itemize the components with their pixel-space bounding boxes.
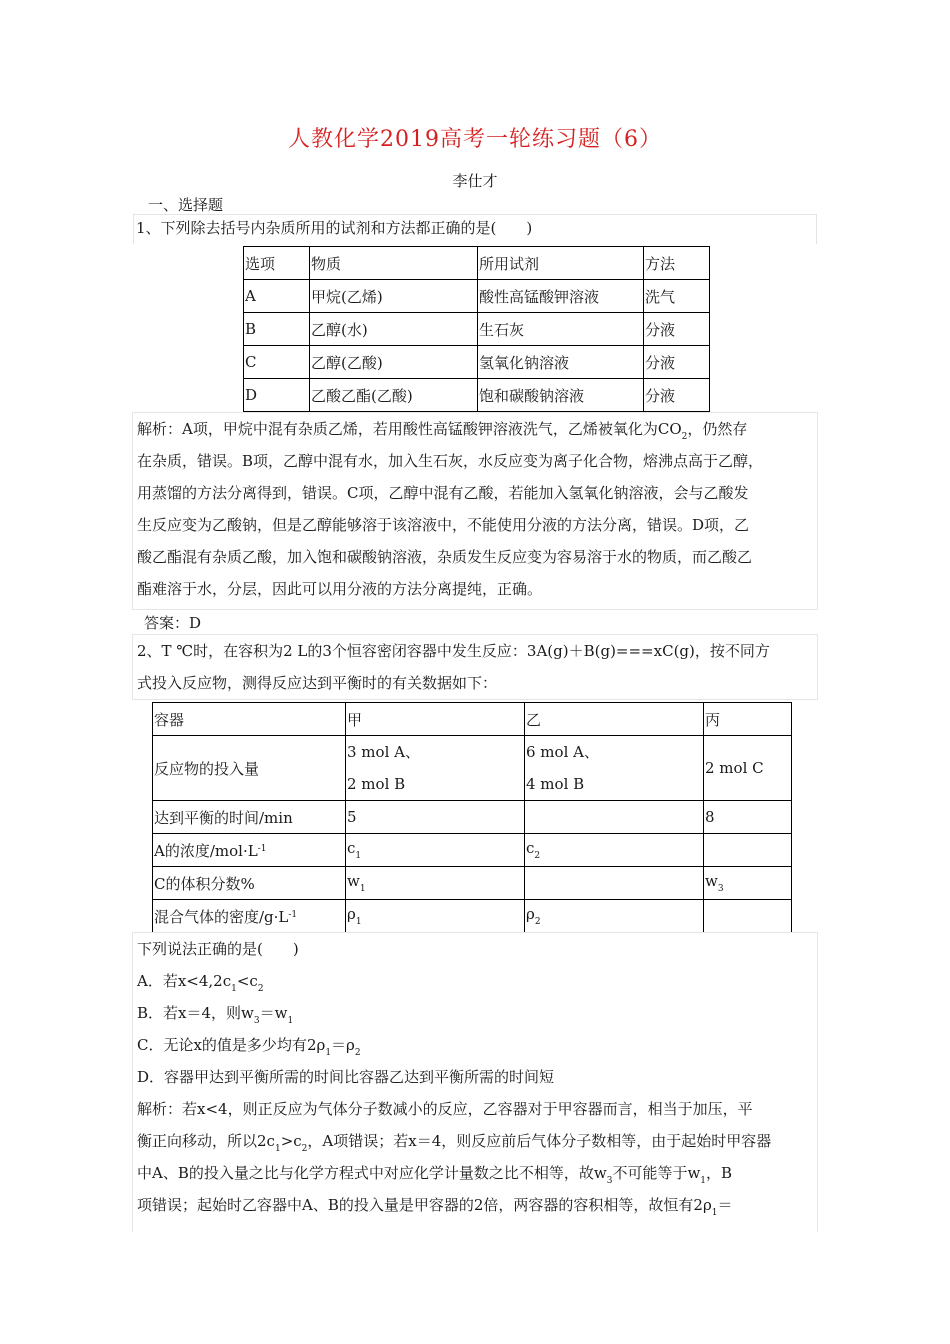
subscript: 2 xyxy=(534,851,541,861)
option-text: ＝ρ xyxy=(331,1036,355,1054)
table-cell: 甲 xyxy=(346,703,525,736)
superscript: -1 xyxy=(288,909,298,920)
table-row xyxy=(153,867,792,900)
table-cell xyxy=(525,900,704,933)
table-row xyxy=(244,280,710,313)
subscript: 2 xyxy=(681,432,688,442)
question-1-analysis xyxy=(132,412,818,610)
subscript: 1 xyxy=(700,1176,707,1186)
analysis-text: >c xyxy=(280,1132,302,1150)
subscript: 1 xyxy=(711,1208,718,1218)
table-header-row xyxy=(153,703,792,736)
subscript: 2 xyxy=(534,917,541,927)
section-heading: 一、选择题 xyxy=(148,196,224,214)
page-title: 人教化学2019高考一轮练习题（6） xyxy=(288,127,662,152)
subscript: 1 xyxy=(355,917,362,927)
table-cell: 洗气 xyxy=(644,280,710,313)
table-cell: 生石灰 xyxy=(478,313,644,346)
table-row xyxy=(244,379,710,412)
analysis-line: 解析：若x<4，则正反应为气体分子数减小的反应，乙容器对于甲容器而言，相当于加压，平 xyxy=(137,1100,753,1118)
question-2-table xyxy=(152,702,792,933)
stem-line: 2、T ℃时，在容积为2 L的3个恒容密闭容器中发生反应：3A(g)＋B(g)===xC(g)，按不同方 xyxy=(137,642,770,660)
subscript: 3 xyxy=(717,884,724,894)
analysis-line: 用蒸馏的方法分离得到，错误。C项，乙醇中混有乙酸，若能加入氢氧化钠溶液，会与乙酸发 xyxy=(137,484,749,502)
table-cell xyxy=(525,867,704,900)
table-cell: 物质 xyxy=(310,247,478,280)
superscript: -1 xyxy=(257,843,267,854)
table-cell xyxy=(704,867,792,900)
table-cell: 8 xyxy=(704,801,792,834)
analysis-text: ，仍然存 xyxy=(687,420,748,438)
analysis-line: 生反应变为乙酸钠，但是乙醇能够溶于该溶液中，不能使用分液的方法分离，错误。D项，乙 xyxy=(137,516,750,534)
option-d: D．容器甲达到平衡所需的时间比容器乙达到平衡所需的时间短 xyxy=(137,1068,555,1086)
table-cell xyxy=(346,736,525,801)
analysis-line: 酯难溶于水，分层，因此可以用分液的方法分离提纯，正确。 xyxy=(137,580,543,598)
table-cell: 乙醇(乙酸) xyxy=(310,346,478,379)
table-cell xyxy=(704,834,792,867)
question-1-table xyxy=(243,246,710,412)
table-row xyxy=(153,736,792,801)
question-1-stem: 1、下列除去括号内杂质所用的试剂和方法都正确的是( ) xyxy=(133,214,817,244)
analysis-text: 衡正向移动，所以2c xyxy=(137,1132,275,1150)
cell-text: c xyxy=(526,839,535,857)
table-cell: 甲烷(乙烯) xyxy=(310,280,478,313)
question-2-stem xyxy=(132,634,818,700)
analysis-line: 在杂质，错误。B项，乙醇中混有水，加入生石灰，水反应变为离子化合物，熔沸点高于乙醇， xyxy=(137,452,764,470)
subscript: 3 xyxy=(606,1176,613,1186)
cell-line: 6 mol A、 xyxy=(526,743,599,761)
cell-line: 4 mol B xyxy=(526,775,585,793)
table-cell: 乙 xyxy=(525,703,704,736)
cell-text: c xyxy=(347,839,356,857)
table-cell xyxy=(525,736,704,801)
option-text: ＝w xyxy=(259,1004,288,1022)
table-row xyxy=(153,801,792,834)
option-text: B．若x＝4，则w xyxy=(137,1004,254,1022)
subscript: 1 xyxy=(287,1016,294,1026)
author: 李仕才 xyxy=(452,172,498,190)
table-cell xyxy=(346,834,525,867)
table-cell: 达到平衡的时间/min xyxy=(153,801,346,834)
table-cell: 氢氧化钠溶液 xyxy=(478,346,644,379)
table-cell: 分液 xyxy=(644,379,710,412)
analysis-text: 不可能等于w xyxy=(612,1164,701,1182)
subscript: 1 xyxy=(355,851,362,861)
table-cell: 分液 xyxy=(644,346,710,379)
cell-text: ρ xyxy=(347,905,356,923)
analysis-text: 项错误；起始时乙容器中A、B的投入量是甲容器的2倍，两容器的容积相等，故恒有2ρ xyxy=(137,1196,712,1214)
table-row xyxy=(153,834,792,867)
cell-text: w xyxy=(347,872,360,890)
analysis-text: ，A项错误；若x＝4，则反应前后气体分子数相等，由于起始时甲容器 xyxy=(307,1132,772,1150)
analysis-text: 解析：A项，甲烷中混有杂质乙烯，若用酸性高锰酸钾溶液洗气，乙烯被氧化为CO xyxy=(137,420,682,438)
table-cell: 分液 xyxy=(644,313,710,346)
table-cell xyxy=(346,867,525,900)
table-cell: 反应物的投入量 xyxy=(153,736,346,801)
table-cell xyxy=(525,801,704,834)
cell-text: 混合气体的密度/g·L xyxy=(154,907,289,926)
table-cell: 乙酸乙酯(乙酸) xyxy=(310,379,478,412)
question-prompt: 下列说法正确的是( ) xyxy=(137,940,299,958)
subscript: 2 xyxy=(354,1048,361,1058)
table-cell xyxy=(153,900,346,933)
analysis-text: ＝ xyxy=(717,1196,733,1214)
subscript: 2 xyxy=(257,984,264,994)
stem-line: 式投入反应物，测得反应达到平衡时的有关数据如下： xyxy=(137,674,498,692)
cell-text: ρ xyxy=(526,905,535,923)
table-cell: D xyxy=(244,379,310,412)
subscript: 1 xyxy=(325,1048,332,1058)
table-cell: 丙 xyxy=(704,703,792,736)
table-cell xyxy=(346,900,525,933)
table-row xyxy=(244,313,710,346)
subscript: 2 xyxy=(301,1144,308,1154)
table-cell: C的体积分数% xyxy=(153,867,346,900)
analysis-line xyxy=(137,1189,733,1229)
option-text: A．若x<4,2c xyxy=(137,972,232,990)
table-cell: 选项 xyxy=(244,247,310,280)
table-cell: A xyxy=(244,280,310,313)
subscript: 1 xyxy=(231,984,237,994)
table-cell: 所用试剂 xyxy=(478,247,644,280)
table-cell xyxy=(525,834,704,867)
table-cell: 方法 xyxy=(644,247,710,280)
analysis-line: 酸乙酯混有杂质乙酸，加入饱和碳酸钠溶液，杂质发生反应变为容易溶于水的物质，而乙酸乙 xyxy=(137,548,753,566)
table-cell: 容器 xyxy=(153,703,346,736)
table-cell: 2 mol C xyxy=(704,736,792,801)
cell-text: A的浓度/mol·L xyxy=(154,841,258,860)
subscript: 3 xyxy=(253,1016,260,1026)
question-2-body xyxy=(132,932,818,1232)
table-row xyxy=(153,900,792,933)
analysis-text: ，B xyxy=(706,1164,733,1182)
table-cell: 酸性高锰酸钾溶液 xyxy=(478,280,644,313)
table-cell: C xyxy=(244,346,310,379)
table-header-row xyxy=(244,247,710,280)
cell-line: 2 mol B xyxy=(347,775,406,793)
table-cell: 乙醇(水) xyxy=(310,313,478,346)
table-cell: 5 xyxy=(346,801,525,834)
analysis-text: 中A、B的投入量之比与化学方程式中对应化学计量数之比不相等，故w xyxy=(137,1164,607,1182)
option-text: C．无论x的值是多少均有2ρ xyxy=(137,1036,326,1054)
table-cell xyxy=(153,834,346,867)
table-cell: B xyxy=(244,313,310,346)
subscript: 1 xyxy=(359,884,366,894)
table-row xyxy=(244,346,710,379)
question-1-answer: 答案：D xyxy=(144,614,202,632)
option-text: <c xyxy=(236,972,258,990)
subscript: 1 xyxy=(274,1144,281,1154)
cell-text: w xyxy=(705,872,718,890)
cell-line: 3 mol A、 xyxy=(347,743,420,761)
table-cell: 饱和碳酸钠溶液 xyxy=(478,379,644,412)
table-cell xyxy=(704,900,792,933)
